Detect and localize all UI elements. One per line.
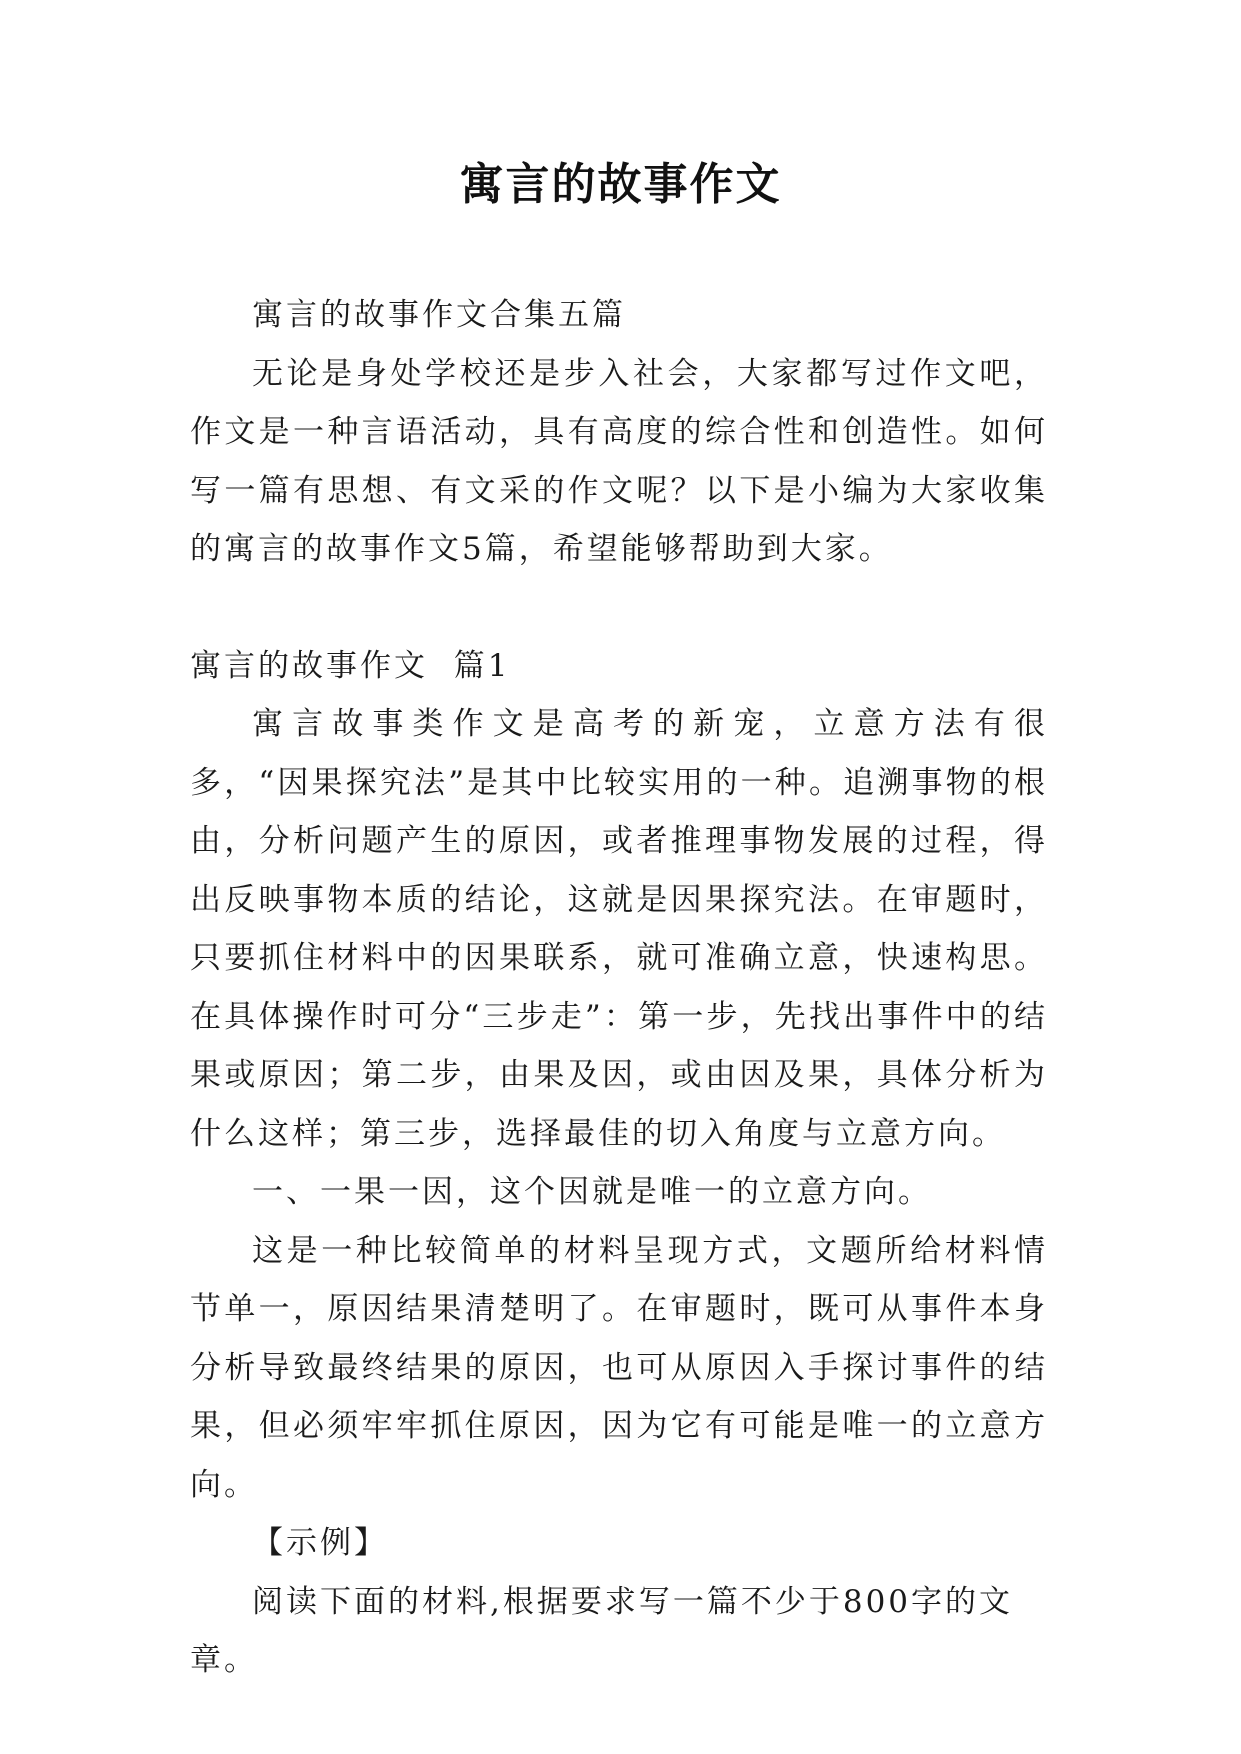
document-body xyxy=(190,286,1048,1690)
document-title: 寓言的故事作文 xyxy=(459,159,782,210)
document-subtitle: 寓言的故事作文合集五篇 xyxy=(252,297,626,333)
intro-paragraph: 无论是身处学校还是步入社会，大家都写过作文吧，作文是一种言语活动，具有高度的综合性和创造性。如何写一篇有思想、有文采的作文呢？以下是小编为大家收集的寓言的故事作文5篇，希望能够帮助到大家。 xyxy=(190,355,1048,567)
example-text: 阅读下面的材料,根据要求写一篇不少于800字的文章。 xyxy=(190,1583,1014,1678)
section-heading: 寓言的故事作文 篇1 xyxy=(190,647,511,684)
section-paragraph-1: 寓言故事类作文是高考的新宠，立意方法有很多，“因果探究法”是其中比较实用的一种。追溯事物的根由，分析问题产生的原因，或者推理事物发展的过程，得出反映事物本质的结论，这就是因果探究法。在审题时，只要抓住材料中的因果联系，就可准确立意，快速构思。在具体操作时可分“三步走”：第一步，先找出事件中的结果或原因；第二步，由果及因，或由因及果，具体分析为什么这样；第三步，选择最佳的切入角度与立意方向。 xyxy=(190,706,1048,1152)
example-label: 【示例】 xyxy=(252,1525,388,1561)
section-paragraph-2: 这是一种比较简单的材料呈现方式，文题所给材料情节单一，原因结果清楚明了。在审题时，既可从事件本身分析导致最终结果的原因，也可从原因入手探讨事件的结果，但必须牢牢抓住原因，因为它有可能是唯一的立意方向。 xyxy=(190,1232,1048,1503)
point-heading: 一、一果一因，这个因就是唯一的立意方向。 xyxy=(252,1174,932,1210)
